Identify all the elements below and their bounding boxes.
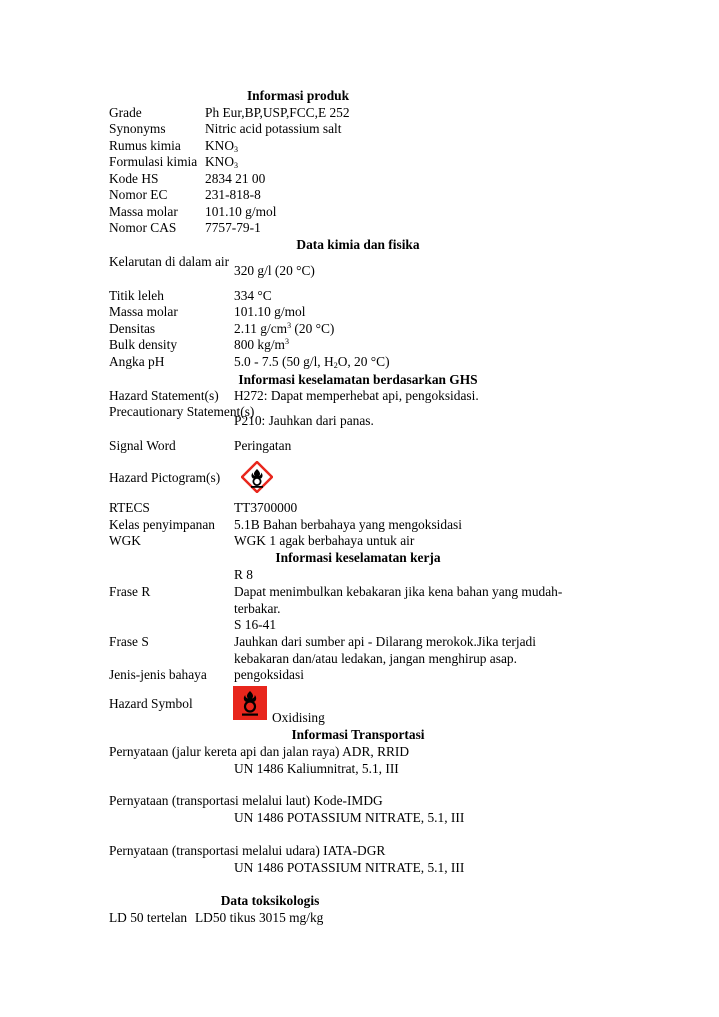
value-kelas-penyimpanan: 5.1B Bahan berbahaya yang mengoksidasi (234, 517, 462, 532)
label-angka-ph: Angka pH (109, 354, 165, 369)
value-ld50: LD50 tikus 3015 mg/kg (195, 910, 324, 925)
label-transport-adr: Pernyataan (jalur kereta api dan jalan raya) ADR, RRID (109, 744, 410, 759)
label-bulk-density: Bulk density (109, 337, 178, 352)
label-synonyms: Synonyms (109, 121, 166, 136)
value-synonyms: Nitric acid potassium salt (205, 121, 342, 136)
label-rumus-kimia: Rumus kimia (109, 138, 181, 153)
label-nomor-cas: Nomor CAS (109, 220, 177, 235)
label-jenis-bahaya: Jenis-jenis bahaya (109, 667, 207, 682)
label-hazard-symbol: Hazard Symbol (109, 696, 193, 711)
label-grade: Grade (109, 105, 142, 120)
label-frase-s: Frase S (109, 634, 149, 649)
label-rtecs: RTECS (109, 500, 150, 515)
value-kode-hs: 2834 21 00 (205, 171, 266, 186)
value-nomor-ec: 231-818-8 (205, 187, 261, 202)
value-frase-s-text: Jauhkan dari sumber api - Dilarang merokok.Jika terjadi kebakaran dan/atau ledakan, jangan menghirup asap. (234, 634, 536, 666)
section-heading-toksik: Data toksikologis (220, 893, 320, 908)
value-formulasi-kimia: $KNO_3$ (205, 154, 239, 170)
section-heading-transport: Informasi Transportasi (291, 727, 425, 742)
label-titik-leleh: Titik leleh (109, 288, 164, 303)
label-massa-molar: Massa molar (109, 204, 178, 219)
section-heading-kerja: Informasi keselamatan kerja (275, 550, 441, 565)
label-densitas: Densitas (109, 321, 156, 336)
label-frase-r: Frase R (109, 584, 151, 599)
label-transport-iata: Pernyataan (transportasi melalui udara) IATA-DGR (109, 843, 386, 858)
value-transport-iata: UN 1486 POTASSIUM NITRATE, 5.1, III (234, 860, 465, 875)
value-frase-r-text: Dapat menimbulkan kebakaran jika kena bahan yang mudah-terbakar. (234, 584, 563, 616)
value-frase-s-code: S 16-41 (234, 617, 277, 632)
value-wgk: WGK 1 agak berbahaya untuk air (234, 533, 415, 548)
label-kelas-penyimpanan: Kelas penyimpanan (109, 517, 215, 532)
label-massa-molar-2: Massa molar (109, 304, 178, 319)
oxidising-symbol-icon (233, 686, 267, 720)
section-heading-produk: Informasi produk (246, 88, 350, 103)
label-hazard-statement: Hazard Statement(s) (109, 388, 219, 403)
label-kelarutan: Kelarutan di dalam air (109, 254, 230, 269)
section-heading-kimia: Data kimia dan fisika (296, 237, 420, 252)
label-nomor-ec: Nomor EC (109, 187, 168, 202)
value-jenis-bahaya: pengoksidasi (234, 667, 304, 682)
label-formulasi-kimia: Formulasi kimia (109, 154, 198, 169)
value-massa-molar: 101.10 g/mol (205, 204, 277, 219)
value-bulk-density: 800 $kg/m^3$ (234, 337, 289, 352)
value-transport-imdg: UN 1486 POTASSIUM NITRATE, 5.1, III (234, 810, 465, 825)
label-precautionary-statement: Precautionary Statement(s) (109, 404, 255, 419)
label-kode-hs: Kode HS (109, 171, 159, 186)
label-hazard-pictogram: Hazard Pictogram(s) (109, 470, 221, 485)
value-signal-word: Peringatan (234, 438, 292, 453)
flame-over-circle-icon (241, 461, 273, 493)
label-transport-imdg: Pernyataan (transportasi melalui laut) Kode-IMDG (109, 793, 383, 808)
value-kelarutan: 320 g/l (20 °C) (234, 263, 315, 278)
value-rtecs: TT3700000 (234, 500, 298, 515)
value-precautionary-statement: P210: Jauhkan dari panas. (234, 413, 374, 428)
value-hazard-statement: H272: Dapat memperhebat api, pengoksidasi. (234, 388, 479, 403)
label-signal-word: Signal Word (109, 438, 176, 453)
label-ld50: LD 50 tertelan (109, 910, 188, 925)
value-frase-r-code: R 8 (234, 567, 253, 582)
value-rumus-kimia: $KNO_3$ (205, 138, 239, 154)
label-wgk: WGK (109, 533, 141, 548)
hazard-symbol-caption: Oxidising (272, 710, 325, 725)
value-massa-molar-2: 101.10 g/mol (234, 304, 306, 319)
value-transport-adr: UN 1486 Kaliumnitrat, 5.1, III (234, 761, 399, 776)
value-angka-ph: 5.0 - 7.5 (50 g/l, $H_2O$, 20 °C) (234, 354, 390, 370)
value-titik-leleh: 334 °C (234, 288, 272, 303)
value-nomor-cas: 7757-79-1 (205, 220, 261, 235)
value-densitas: 2.11 $g/cm^3$ (20 °C) (234, 321, 335, 336)
value-grade: Ph Eur,BP,USP,FCC,E 252 (205, 105, 350, 120)
section-heading-ghs: Informasi keselamatan berdasarkan GHS (238, 372, 478, 387)
